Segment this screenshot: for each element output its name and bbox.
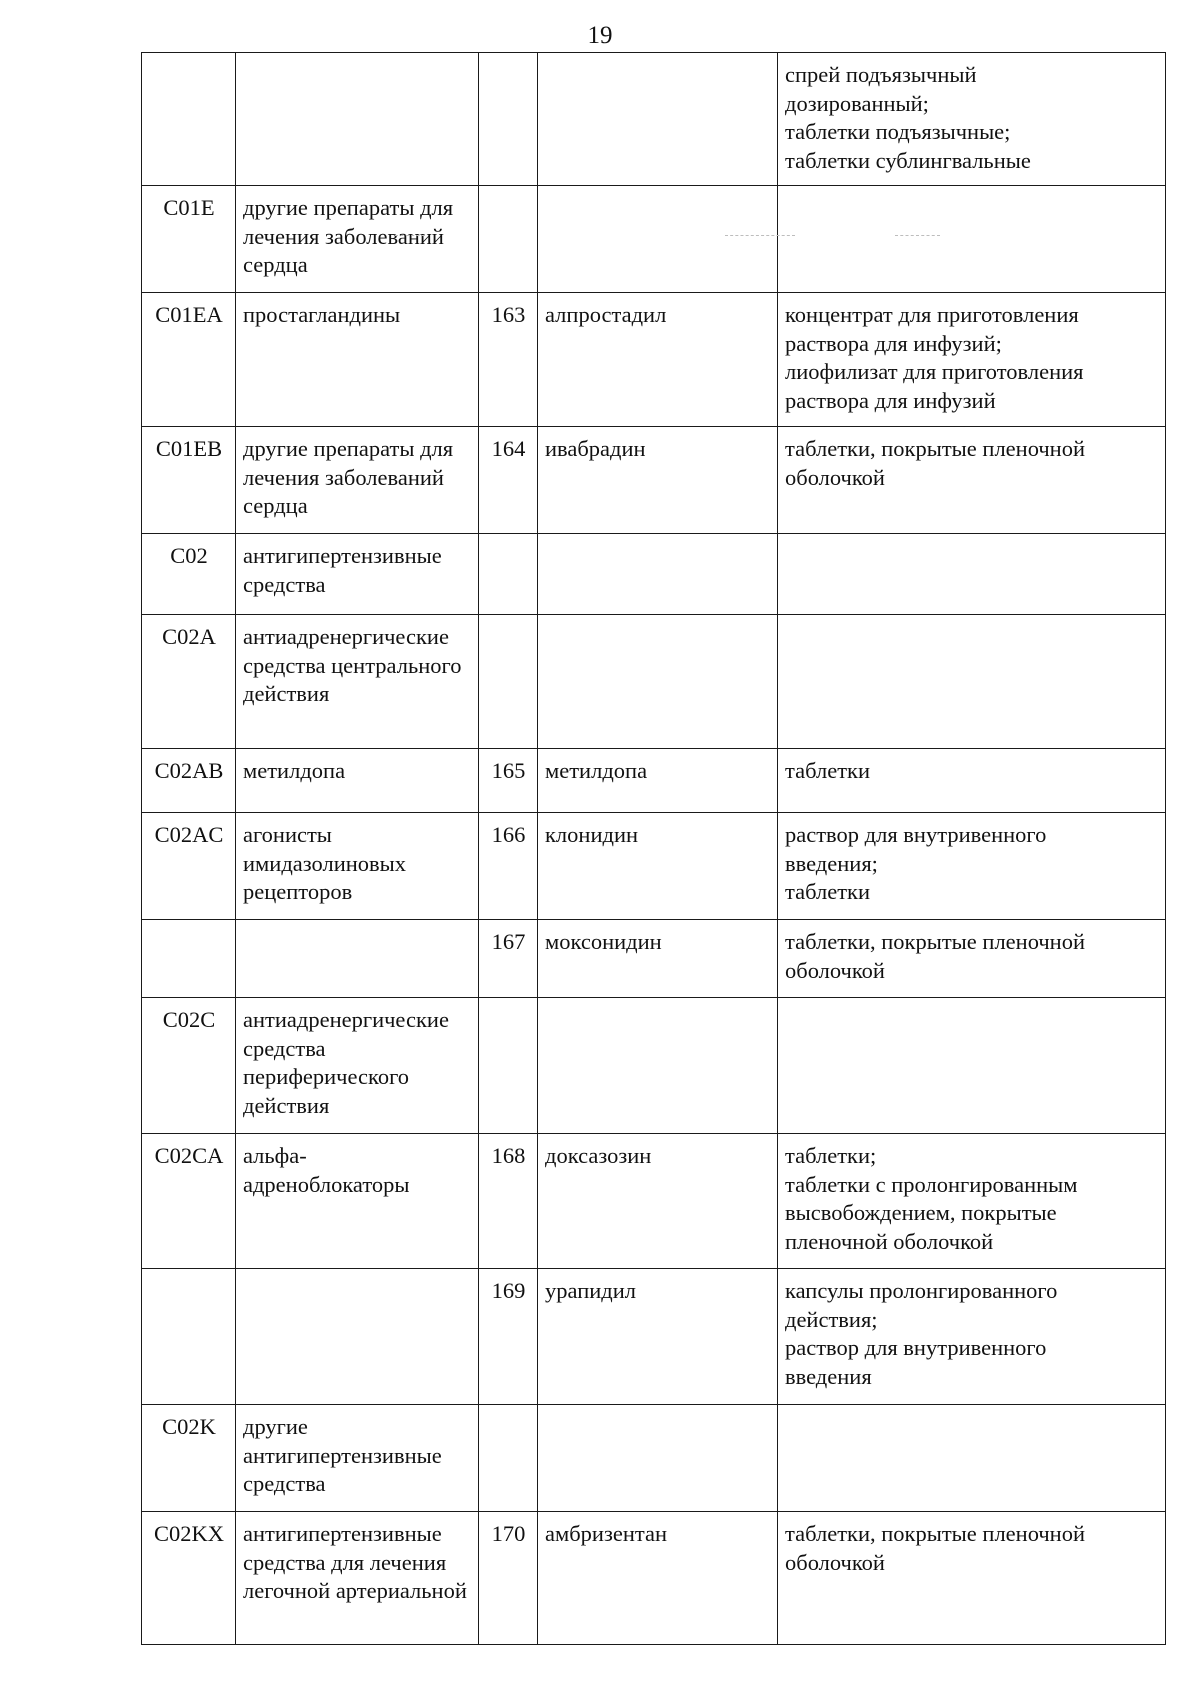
dosage-form-cell bbox=[778, 1405, 1166, 1512]
atc-code-cell bbox=[142, 920, 236, 998]
row-number-cell bbox=[479, 998, 538, 1134]
atc-code-cell: C01E bbox=[142, 186, 236, 293]
dosage-form-cell: таблетки, покрытые пленочной оболочкой bbox=[778, 1512, 1166, 1645]
table-row bbox=[142, 53, 1166, 186]
row-number-cell bbox=[479, 1405, 538, 1512]
group-name-cell: антигипертензивные средства для лечения легочной артериальной bbox=[236, 1512, 479, 1645]
row-number-cell: 163 bbox=[479, 293, 538, 427]
atc-code-cell: C02C bbox=[142, 998, 236, 1134]
row-number-cell: 170 bbox=[479, 1512, 538, 1645]
table-row bbox=[142, 427, 1166, 534]
table-row bbox=[142, 1269, 1166, 1405]
table-row bbox=[142, 998, 1166, 1134]
dosage-form-cell bbox=[778, 534, 1166, 615]
dosage-form-cell: таблетки; таблетки с пролонгированным высвобождением, покрытые пленочной оболочкой bbox=[778, 1134, 1166, 1269]
group-name-cell: простагландины bbox=[236, 293, 479, 427]
scan-artifact-mark bbox=[725, 235, 795, 236]
drug-name-cell bbox=[538, 534, 778, 615]
group-name-cell: агонисты имидазолиновых рецепторов bbox=[236, 813, 479, 920]
table-row bbox=[142, 293, 1166, 427]
dosage-form-cell bbox=[778, 998, 1166, 1134]
drug-name-cell: доксазозин bbox=[538, 1134, 778, 1269]
dosage-form-cell: спрей подъязычный дозированный; таблетки подъязычные; таблетки сублингвальные bbox=[778, 53, 1166, 186]
drug-name-cell: амбризентан bbox=[538, 1512, 778, 1645]
group-name-cell: другие препараты для лечения заболеваний сердца bbox=[236, 186, 479, 293]
table-row bbox=[142, 749, 1166, 813]
row-number-cell: 166 bbox=[479, 813, 538, 920]
drug-name-cell: клонидин bbox=[538, 813, 778, 920]
row-number-cell: 167 bbox=[479, 920, 538, 998]
drug-name-cell: моксонидин bbox=[538, 920, 778, 998]
dosage-form-cell: раствор для внутривенного введения; таблетки bbox=[778, 813, 1166, 920]
atc-code-cell: C01EB bbox=[142, 427, 236, 534]
row-number-cell bbox=[479, 53, 538, 186]
group-name-cell bbox=[236, 53, 479, 186]
scan-artifact-mark bbox=[395, 235, 425, 236]
group-name-cell: метилдопа bbox=[236, 749, 479, 813]
atc-code-cell bbox=[142, 53, 236, 186]
drug-name-cell bbox=[538, 998, 778, 1134]
row-number-cell: 164 bbox=[479, 427, 538, 534]
group-name-cell: другие препараты для лечения заболеваний сердца bbox=[236, 427, 479, 534]
table-row bbox=[142, 1512, 1166, 1645]
atc-code-cell: C01EA bbox=[142, 293, 236, 427]
row-number-cell bbox=[479, 534, 538, 615]
row-number-cell bbox=[479, 186, 538, 293]
table-row bbox=[142, 1134, 1166, 1269]
drug-name-cell bbox=[538, 615, 778, 749]
group-name-cell: другие антигипертензивные средства bbox=[236, 1405, 479, 1512]
scan-artifact-mark bbox=[895, 235, 940, 236]
atc-code-cell: C02K bbox=[142, 1405, 236, 1512]
atc-code-cell: C02AC bbox=[142, 813, 236, 920]
drug-name-cell: метилдопа bbox=[538, 749, 778, 813]
group-name-cell bbox=[236, 920, 479, 998]
dosage-form-cell: таблетки, покрытые пленочной оболочкой bbox=[778, 920, 1166, 998]
drug-name-cell bbox=[538, 53, 778, 186]
dosage-form-cell: таблетки, покрытые пленочной оболочкой bbox=[778, 427, 1166, 534]
row-number-cell: 168 bbox=[479, 1134, 538, 1269]
drug-name-cell: ивабрадин bbox=[538, 427, 778, 534]
atc-code-cell: C02A bbox=[142, 615, 236, 749]
atc-code-cell: C02AB bbox=[142, 749, 236, 813]
drug-name-cell: алпростадил bbox=[538, 293, 778, 427]
row-number-cell bbox=[479, 615, 538, 749]
dosage-form-cell bbox=[778, 615, 1166, 749]
group-name-cell: антигипертензивные средства bbox=[236, 534, 479, 615]
row-number-cell: 165 bbox=[479, 749, 538, 813]
atc-code-cell: C02CA bbox=[142, 1134, 236, 1269]
table-row bbox=[142, 813, 1166, 920]
table-row bbox=[142, 186, 1166, 293]
group-name-cell: альфа-адреноблокаторы bbox=[236, 1134, 479, 1269]
drug-name-cell bbox=[538, 186, 778, 293]
drug-name-cell bbox=[538, 1405, 778, 1512]
page-number: 19 bbox=[587, 22, 613, 49]
table-row bbox=[142, 1405, 1166, 1512]
table-row bbox=[142, 534, 1166, 615]
dosage-form-cell: таблетки bbox=[778, 749, 1166, 813]
group-name-cell bbox=[236, 1269, 479, 1405]
dosage-form-cell: концентрат для приготовления раствора для инфузий; лиофилизат для приготовления раствора для инфузий bbox=[778, 293, 1166, 427]
dosage-form-cell bbox=[778, 186, 1166, 293]
atc-code-cell: C02 bbox=[142, 534, 236, 615]
drug-name-cell: урапидил bbox=[538, 1269, 778, 1405]
drug-list-table bbox=[141, 52, 1166, 1645]
table-row bbox=[142, 920, 1166, 998]
dosage-form-cell: капсулы пролонгированного действия; раствор для внутривенного введения bbox=[778, 1269, 1166, 1405]
atc-code-cell bbox=[142, 1269, 236, 1405]
table-row bbox=[142, 615, 1166, 749]
group-name-cell: антиадренергические средства периферического действия bbox=[236, 998, 479, 1134]
group-name-cell: антиадренергические средства центрального действия bbox=[236, 615, 479, 749]
atc-code-cell: C02KX bbox=[142, 1512, 236, 1645]
row-number-cell: 169 bbox=[479, 1269, 538, 1405]
